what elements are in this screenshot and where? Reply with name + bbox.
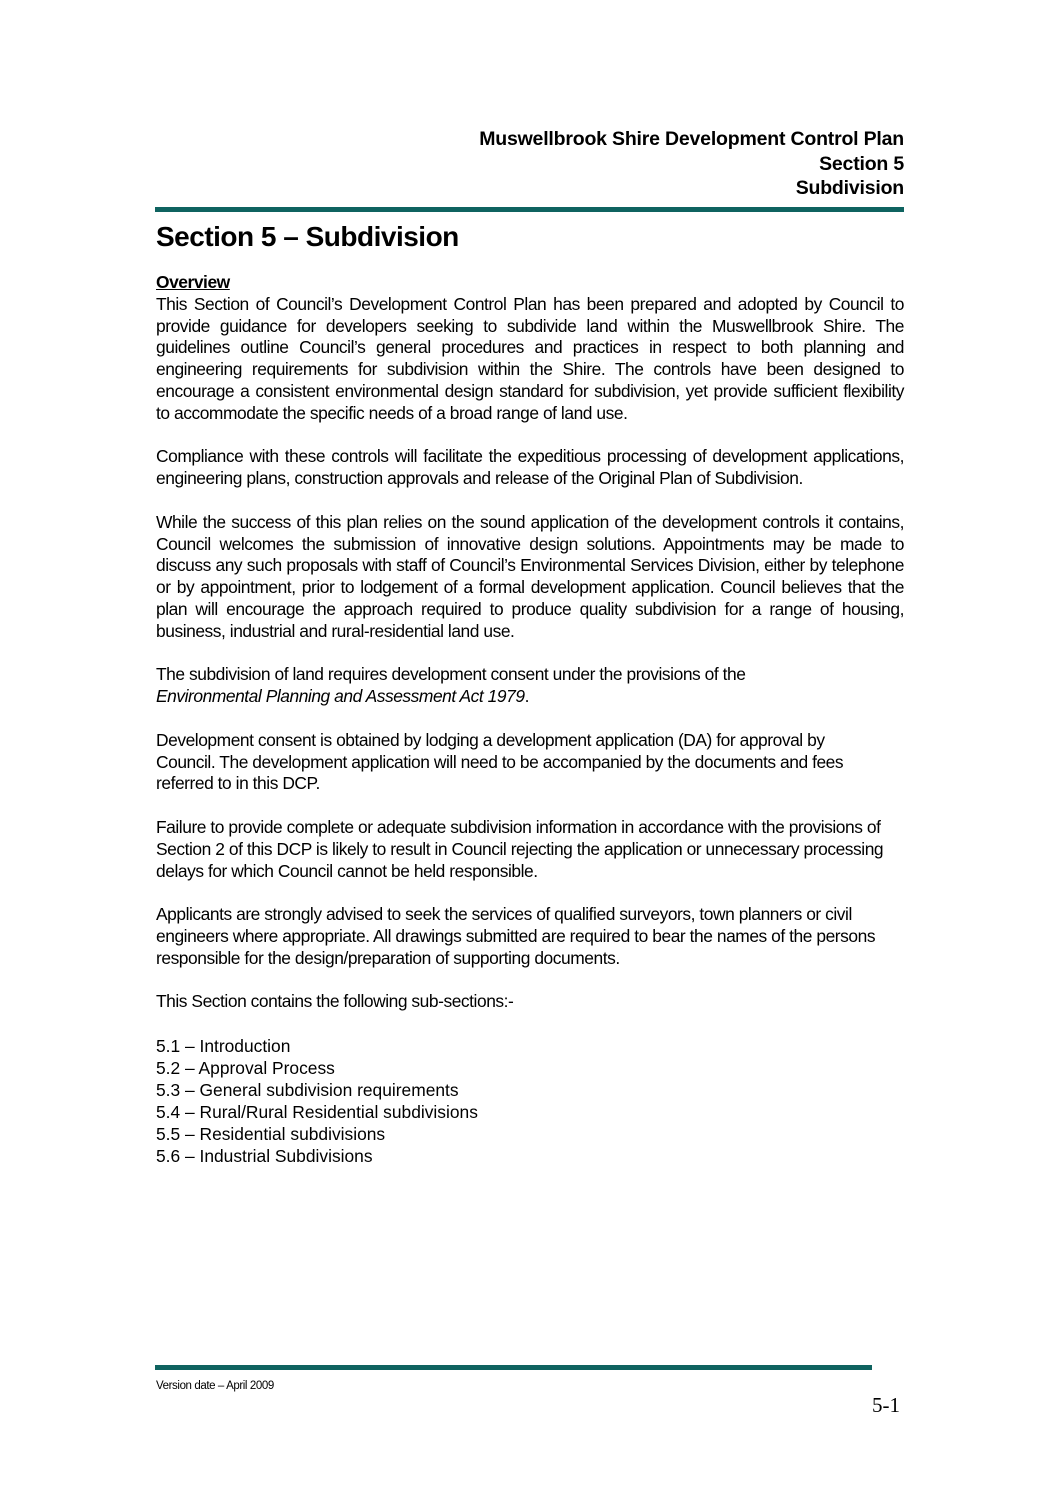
subsection-item: 5.1 – Introduction bbox=[156, 1035, 291, 1056]
paragraph: Compliance with these controls will facilitate the expeditious processing of development applications, engineering plans, construction approvals and release of the Original Plan of Subdivision. bbox=[156, 446, 904, 489]
running-header bbox=[479, 127, 904, 201]
footer-rule bbox=[155, 1365, 872, 1370]
section-title: Section 5 – Subdivision bbox=[156, 221, 459, 252]
header-rule bbox=[155, 207, 904, 212]
paragraph: Failure to provide complete or adequate subdivision information in accordance with the provisions of Section 2 of this DCP is likely to result in Council rejecting the application or unnecessary processing delays for which Council cannot be held responsible. bbox=[156, 816, 884, 881]
paragraph: This Section contains the following sub-sections:- bbox=[156, 991, 514, 1012]
overview-heading: Overview bbox=[156, 272, 230, 292]
subsection-item: 5.2 – Approval Process bbox=[156, 1057, 335, 1078]
act-suffix: . bbox=[524, 686, 529, 707]
document-body bbox=[156, 272, 904, 1167]
subsection-item: 5.5 – Residential subdivisions bbox=[156, 1123, 386, 1144]
header-section-name: Subdivision bbox=[795, 177, 904, 199]
paragraph: While the success of this plan relies on the sound application of the development controls it contains, Council welcomes the submission of innovative design solutions. Appointments may be made to discuss any such proposals with staff of Council’s Environmental Services Division, either by telephone or by appointment, prior to lodgement of a formal development application. Council believes that the plan will encourage the approach required to produce quality subdivision for a range of housing, business, industrial and rural-residential land use. bbox=[156, 511, 904, 641]
page-number: 5-1 bbox=[872, 1393, 900, 1417]
version-date: Version date – April 2009 bbox=[156, 1380, 274, 1392]
paragraph: Development consent is obtained by lodging a development application (DA) for approval by Council. The development application will need to be accompanied by the documents and fees referred to in this DCP. bbox=[156, 729, 844, 794]
act-name: Environmental Planning and Assessment Act 1979 bbox=[156, 686, 525, 707]
paragraph: Applicants are strongly advised to seek the services of qualified surveyors, town planners or civil engineers where appropriate. All drawings submitted are required to bear the names of the persons responsible for the design/preparation of supporting documents. bbox=[156, 904, 876, 968]
paragraph: This Section of Council’s Development Control Plan has been prepared and adopted by Council to provide guidance for developers seeking to subdivide land within the Muswellbrook Shire. The guidelines outline Council’s general procedures and practices in respect to both planning and engineering requirements for subdivision within the Shire. The controls have been designed to encourage a consistent environmental design standard for subdivision, yet provide sufficient flexibility to accommodate the specific needs of a broad range of land use. bbox=[156, 293, 904, 423]
subsection-item: 5.3 – General subdivision requirements bbox=[156, 1079, 459, 1100]
header-section-number: Section 5 bbox=[819, 152, 904, 175]
consent-paragraph bbox=[156, 664, 904, 708]
subsection-list bbox=[156, 1035, 904, 1167]
consent-text: The subdivision of land requires development consent under the provisions of the bbox=[156, 664, 746, 685]
subsection-item: 5.4 – Rural/Rural Residential subdivisions bbox=[156, 1101, 478, 1122]
header-plan-title: Muswellbrook Shire Development Control Plan bbox=[479, 128, 904, 150]
subsection-item: 5.6 – Industrial Subdivisions bbox=[156, 1145, 373, 1166]
